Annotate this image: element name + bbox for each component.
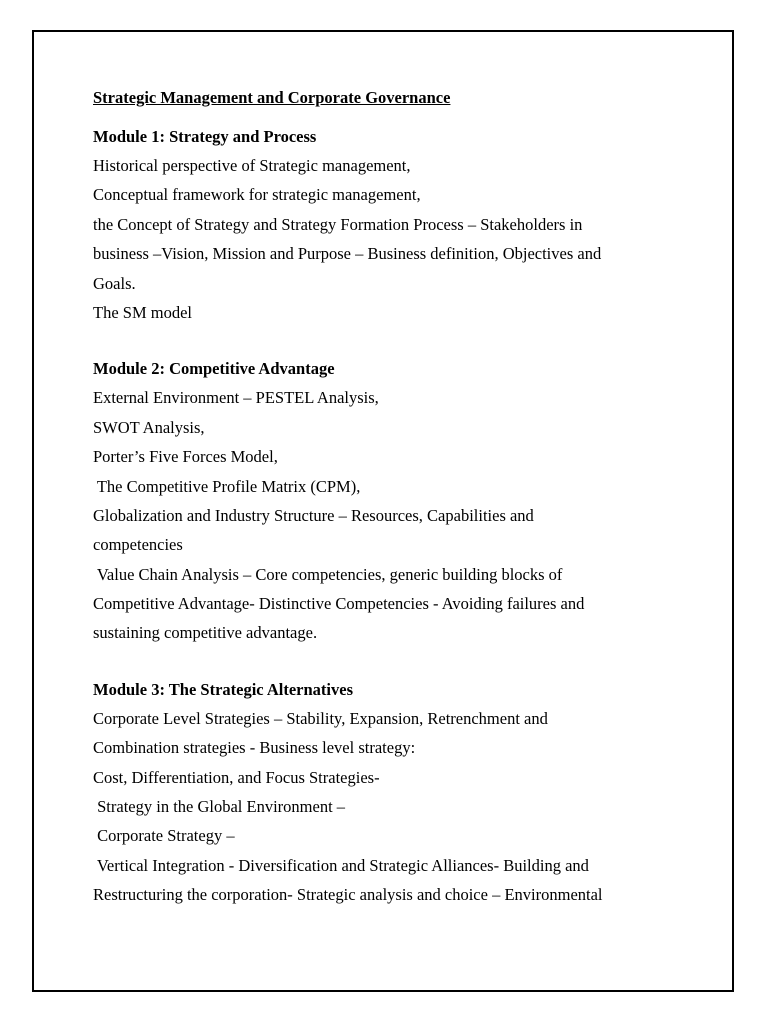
module-line: competencies — [93, 535, 183, 555]
document-body — [93, 84, 693, 938]
module-line: business –Vision, Mission and Purpose – Business definition, Objectives and — [93, 244, 602, 264]
document-title: Strategic Management and Corporate Governance — [93, 88, 451, 107]
module-1 — [93, 123, 693, 327]
module-line: Conceptual framework for strategic management, — [93, 185, 421, 205]
module-line: Strategy in the Global Environment – — [93, 797, 346, 817]
module-line: The Competitive Profile Matrix (CPM), — [93, 476, 361, 496]
module-line: The SM model — [93, 302, 192, 322]
module-line: Corporate Level Strategies – Stability, Expansion, Retrenchment and — [93, 708, 548, 728]
module-heading: Module 3: The Strategic Alternatives — [93, 679, 353, 699]
module-line: Porter’s Five Forces Model, — [93, 447, 278, 467]
module-line: SWOT Analysis, — [93, 417, 205, 437]
module-line: Competitive Advantage- Distinctive Competencies - Avoiding failures and — [93, 594, 585, 614]
module-line: Combination strategies - Business level strategy: — [93, 738, 416, 758]
module-line: Goals. — [93, 273, 136, 293]
module-2 — [93, 355, 693, 648]
module-line: Globalization and Industry Structure – Resources, Capabilities and — [93, 505, 534, 525]
module-line: Vertical Integration - Diversification and Strategic Alliances- Building and — [93, 855, 589, 875]
module-line: Historical perspective of Strategic management, — [93, 156, 411, 175]
module-line: External Environment – PESTEL Analysis, — [93, 388, 379, 408]
module-line: the Concept of Strategy and Strategy Formation Process – Stakeholders in — [93, 214, 583, 234]
module-line: Value Chain Analysis – Core competencies, generic building blocks of — [93, 564, 563, 584]
module-line: Cost, Differentiation, and Focus Strategies- — [93, 767, 380, 787]
module-3 — [93, 676, 693, 910]
module-heading: Module 2: Competitive Advantage — [93, 359, 335, 379]
module-heading: Module 1: Strategy and Process — [93, 127, 317, 146]
module-line: Restructuring the corporation- Strategic analysis and choice – Environmental — [93, 885, 603, 905]
module-line: Corporate Strategy – — [93, 826, 235, 846]
module-line: sustaining competitive advantage. — [93, 623, 318, 643]
